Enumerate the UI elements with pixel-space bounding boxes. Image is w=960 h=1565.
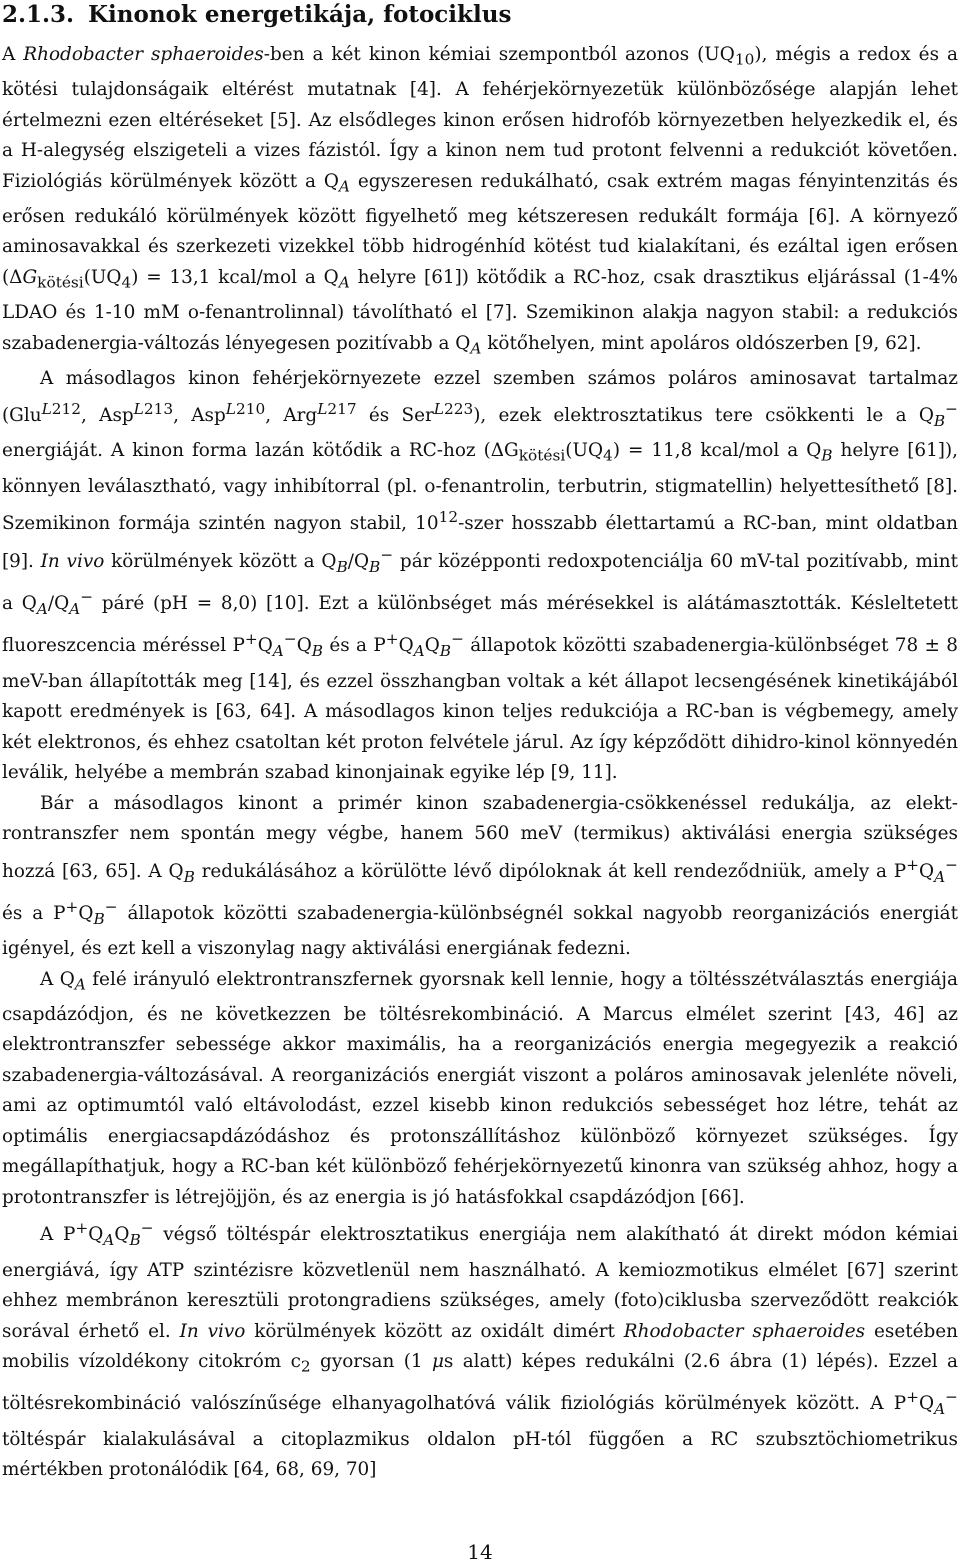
paragraph: A másodlagos kinon fehérjekörnyezete ezzel szemben számos poláros aminosavat tartalmaz (Glu$^{L212}$, Asp$^{L213}$, Asp$^{L210}$, Arg$^{L217}$ és Ser$^{L223}$), ezek elektrosztatikus tere csökkenti le a $Q_B^-$ energiáját. A kinon forma lazán kötődik a RC-hoz ($\Delta G_{kötési}(UQ_4) = 11,8$ kcal/mol a $Q_B$ helyre [61]), könnyen leválasztható, vagy inhibítorral (pl. o-fenantrolin, terbutrin, stigmatellin) helyettesíthető [8]. Szemikinon formája szintén nagyon stabil, $10^{12}$-szer hosszabb élettartamú a RC-ban, mint oldatban [9]. In vivo körülmények között a $Q_B/Q_B^-$ pár középponti redoxpotenciálja 60 mV-tal pozitívabb, mint a $Q_A/Q_A^-$ páré (pH = 8,0) [10]. Ezt a különbséget más mérésekkel is alátámasztották. Késleltetett fluoreszcencia méréssel $P^+Q_A^-Q_B$ és a $P^+Q_AQ_B^-$ állapotok közötti szabadenergia-különbséget 78 ± 8 meV-ban állapították meg [14], és ezzel összhangban voltak a két állapot lecsengésének kinetikájából kapott eredmények is [63, 64]. A másodlagos kinon teljes redukciója a RC-ban is végbemegy, amely két elektronos, és ehhez csatoltan két proton felvétele járul. Az így képződött dihidro-kinol könnyedén leválik, helyébe a membrán szabad kinonjainak egyike lép [9, 11]. bbox=[2, 367, 959, 784]
section-heading bbox=[2, 0, 511, 30]
paragraph: Bár a másodlagos kinont a primér kinon szabadenergia-csökkenéssel redukálja, az elektrontranszfer nem spontán megy végbe, hanem 560 meV (termikus) aktiválási energia szükséges hozzá [63, 65]. A $Q_B$ redukálásához a körülötte lévő dipóloknak át kell rendeződniük, amely a $P^+Q_A^-$ és a $P^+Q_B^-$ állapotok közötti szabadenergia-különbségnél sokkal nagyobb reorganizációs energiát igényel, és ezt kell a viszonylag nagy aktiválási energiának fedezni. bbox=[2, 792, 959, 960]
paragraph: A $Q_A$ felé irányuló elektrontranszfernek gyorsnak kell lennie, hogy a töltésszétválasztás energiája csapdázódjon, és ne következzen be töltésrekombináció. A Marcus elmélet szerint [43, 46] az elektrontranszfer sebessége akkor maximális, ha a reorganizációs energia megegyezik a reakció szabadenergia-változásával. A reorganizációs energiát viszont a poláros aminosavak jelenléte növeli, ami az optimumtól való eltávolodást, ezzel kisebb kinon redukciós sebességet hoz létre, tehát az optimális energiacsapdázódáshoz és protonszállításhoz különböző környezet szükséges. Így megállapíthatjuk, hogy a RC-ban két különböző fehérjekörnyezetű kinonra van szükség ahhoz, hogy a protontranszfer is létrejöjjön, és az energia is jó hatásfokkal csapdázódjon [66]. bbox=[2, 968, 958, 1208]
body-text bbox=[2, 40, 958, 1486]
section-number: 2.1.3. bbox=[2, 1, 75, 28]
paragraph: A $P^+Q_AQ_B^-$ végső töltéspár elektrosztatikus energiája nem alakítható át direkt módon kémiai energiává, így ATP szintézisre közvetlenül nem használható. A kemiozmotikus elmélet [67] szerint ehhez membránon keresztüli protongradiens szükséges, amely (foto)ciklusba szerveződött reakciók sorával érhető el. In vivo körülmények között az oxidált dimért Rhodobacter sphaeroides esetében mobilis vízoldékony citokróm $c_2$ gyorsan (1 μs alatt) képes redukálni (2.6 ábra (1) lépés). Ezzel a töltésrekombináció valószínűsége elhanyagolhatóvá válik fiziológiás körülmények között. A $P^+Q_A^-$ töltéspár kialakulásával a citoplazmikus oldalon pH-tól függően a RC szubsztöchiometrikus mértékben protonálódik [64, 68, 69, 70] bbox=[2, 1219, 958, 1481]
section-title: Kinonok energetikája, fotociklus bbox=[88, 1, 512, 28]
paragraph: A Rhodobacter sphaeroides-ben a két kinon kémiai szempontból azonos $(UQ_{10})$, mégis a redox és a kötési tulajdonságaik eltérést mutatnak [4]. A fehérjekörnyezetük különbözősége alapján lehet értelmezni ezen eltéréseket [5]. Az elsődleges kinon erősen hidrofób környezetben helyezkedik el, és a H-alegység elszigeteli a vizes fázistól. Így a kinon nem tud protont felvenni a redukciót követően. Fiziológiás körülmények között a $Q_A$ egyszeresen redukálható, csak extrém magas fényintenzitás és erősen redukáló körülmények között figyelhető meg kétszeresen redukált formája [6]. A környező aminosavakkal és szerkezeti vizekkel több hidrogénhíd kötést tud kialakítani, és ezáltal igen erősen ($\Delta G_{kötési}(UQ_4) = 13,1$ kcal/mol a $Q_A$ helyre [61]) kötődik a RC-hoz, csak drasztikus eljárással (1-4% LDAO és 1-10 mM o-fenantrolinnal) távolítható el [7]. Szemikinon alakja nagyon stabil: a redukciós szabadenergia-változás lényegesen pozitívabb a $Q_A$ kötőhelyen, mint apoláros oldószerben [9, 62]. bbox=[2, 44, 959, 358]
page-number: 14 bbox=[467, 1540, 493, 1564]
